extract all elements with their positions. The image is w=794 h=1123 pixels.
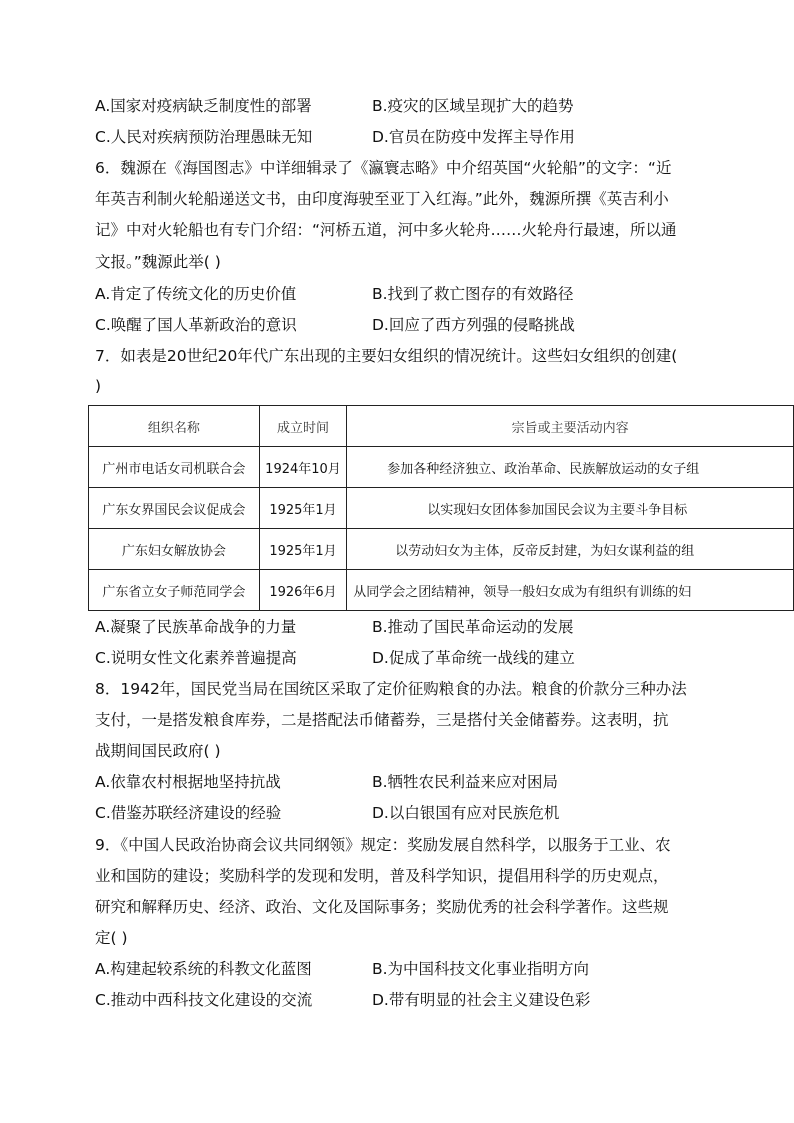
q9-option-a[interactable]: A.构建起较系统的科教文化蓝图 [95, 960, 312, 978]
table-header-cell: 宗旨或主要活动内容 [347, 406, 794, 447]
q5-option-b[interactable]: B.疫灾的区域呈现扩大的趋势 [372, 97, 574, 115]
q7-stem-line: ) [95, 377, 102, 395]
table-cell: 以劳动妇女为主体，反帝反封建，为妇女谋利益的组 [347, 529, 794, 570]
q6-option-c[interactable]: C.唤醒了国人革新政治的意识 [95, 316, 297, 334]
table-cell: 广州市电话女司机联合会 [89, 447, 260, 488]
q7-option-a[interactable]: A.凝聚了民族革命战争的力量 [95, 618, 297, 636]
q5-option-d[interactable]: D.官员在防疫中发挥主导作用 [372, 128, 575, 146]
q6-stem-line: 6．魏源在《海国图志》中详细辑录了《瀛寰志略》中介绍英国“火轮船”的文字：“近 [95, 159, 672, 177]
q8-option-d[interactable]: D.以白银国有应对民族危机 [372, 804, 560, 822]
q9-option-b[interactable]: B.为中国科技文化事业指明方向 [372, 960, 590, 978]
q7-option-c[interactable]: C.说明女性文化素养普遍提高 [95, 649, 297, 667]
q6-stem-line: 年英吉利制火轮船递送文书，由印度海驶至亚丁入红海。”此外，魏源所撰《英吉利小 [95, 190, 669, 208]
q9-stem-line: 研究和解释历史、经济、政治、文化及国际事务；奖励优秀的社会科学著作。这些规 [95, 898, 669, 916]
table-cell: 广东省立女子师范同学会 [89, 570, 260, 611]
table-cell: 1925年1月 [259, 529, 346, 570]
q7-stem-line: 7．如表是20世纪20年代广东出现的主要妇女组织的情况统计。这些妇女组织的创建( [95, 347, 678, 365]
q7-option-b[interactable]: B.推动了国民革命运动的发展 [372, 618, 574, 636]
table-row [89, 447, 794, 488]
q9-stem-line: 9．《中国人民政治协商会议共同纲领》规定：奖励发展自然科学，以服务于工业、农 [95, 836, 671, 854]
q6-option-d[interactable]: D.回应了西方列强的侵略挑战 [372, 316, 575, 334]
table-header-cell: 组织名称 [89, 406, 260, 447]
q6-option-b[interactable]: B.找到了救亡图存的有效路径 [372, 285, 574, 303]
q9-option-d[interactable]: D.带有明显的社会主义建设色彩 [372, 991, 591, 1009]
table-row [89, 488, 794, 529]
q6-stem-line: 文报。”魏源此举( ) [95, 253, 221, 271]
q9-stem-line: 定( ) [95, 929, 128, 947]
table-cell: 广东女界国民会议促成会 [89, 488, 260, 529]
table-row [89, 529, 794, 570]
table-header-row [89, 406, 794, 447]
q9-option-c[interactable]: C.推动中西科技文化建设的交流 [95, 991, 313, 1009]
q9-stem-line: 业和国防的建设；奖励科学的发现和发明，普及科学知识，提倡用科学的历史观点， [95, 867, 669, 885]
table-cell: 1926年6月 [259, 570, 346, 611]
table-cell: 从同学会之团结精神，领导一般妇女成为有组织有训练的妇 [347, 570, 794, 611]
q8-option-c[interactable]: C.借鉴苏联经济建设的经验 [95, 804, 282, 822]
table-header-cell: 成立时间 [259, 406, 346, 447]
q6-stem-line: 记》中对火轮船也有专门介绍：“河桥五道，河中多火轮舟……火轮舟行最速，所以通 [95, 221, 677, 239]
q5-option-a[interactable]: A.国家对疫病缺乏制度性的部署 [95, 97, 312, 115]
q8-stem-line: 战期间国民政府( ) [95, 742, 221, 760]
table-cell: 1924年10月 [259, 447, 346, 488]
q8-option-b[interactable]: B.牺牲农民利益来应对困局 [372, 773, 559, 791]
table-cell: 参加各种经济独立、政治革命、民族解放运动的女子组 [347, 447, 794, 488]
table-cell: 广东妇女解放协会 [89, 529, 260, 570]
q5-option-c[interactable]: C.人民对疾病预防治理愚昧无知 [95, 128, 313, 146]
table-cell: 以实现妇女团体参加国民会议为主要斗争目标 [347, 488, 794, 529]
q8-stem-line: 支付，一是搭发粮食库券，二是搭配法币储蓄券，三是搭付关金储蓄券。这表明，抗 [95, 711, 669, 729]
q8-stem-line: 8．1942年，国民党当局在国统区采取了定价征购粮食的办法。粮食的价款分三种办法 [95, 680, 687, 698]
table-cell: 1925年1月 [259, 488, 346, 529]
q6-option-a[interactable]: A.肯定了传统文化的历史价值 [95, 285, 297, 303]
table-row [89, 570, 794, 611]
q8-option-a[interactable]: A.依靠农村根据地坚持抗战 [95, 773, 281, 791]
q7-option-d[interactable]: D.促成了革命统一战线的建立 [372, 649, 575, 667]
women-organizations-table [88, 405, 794, 611]
